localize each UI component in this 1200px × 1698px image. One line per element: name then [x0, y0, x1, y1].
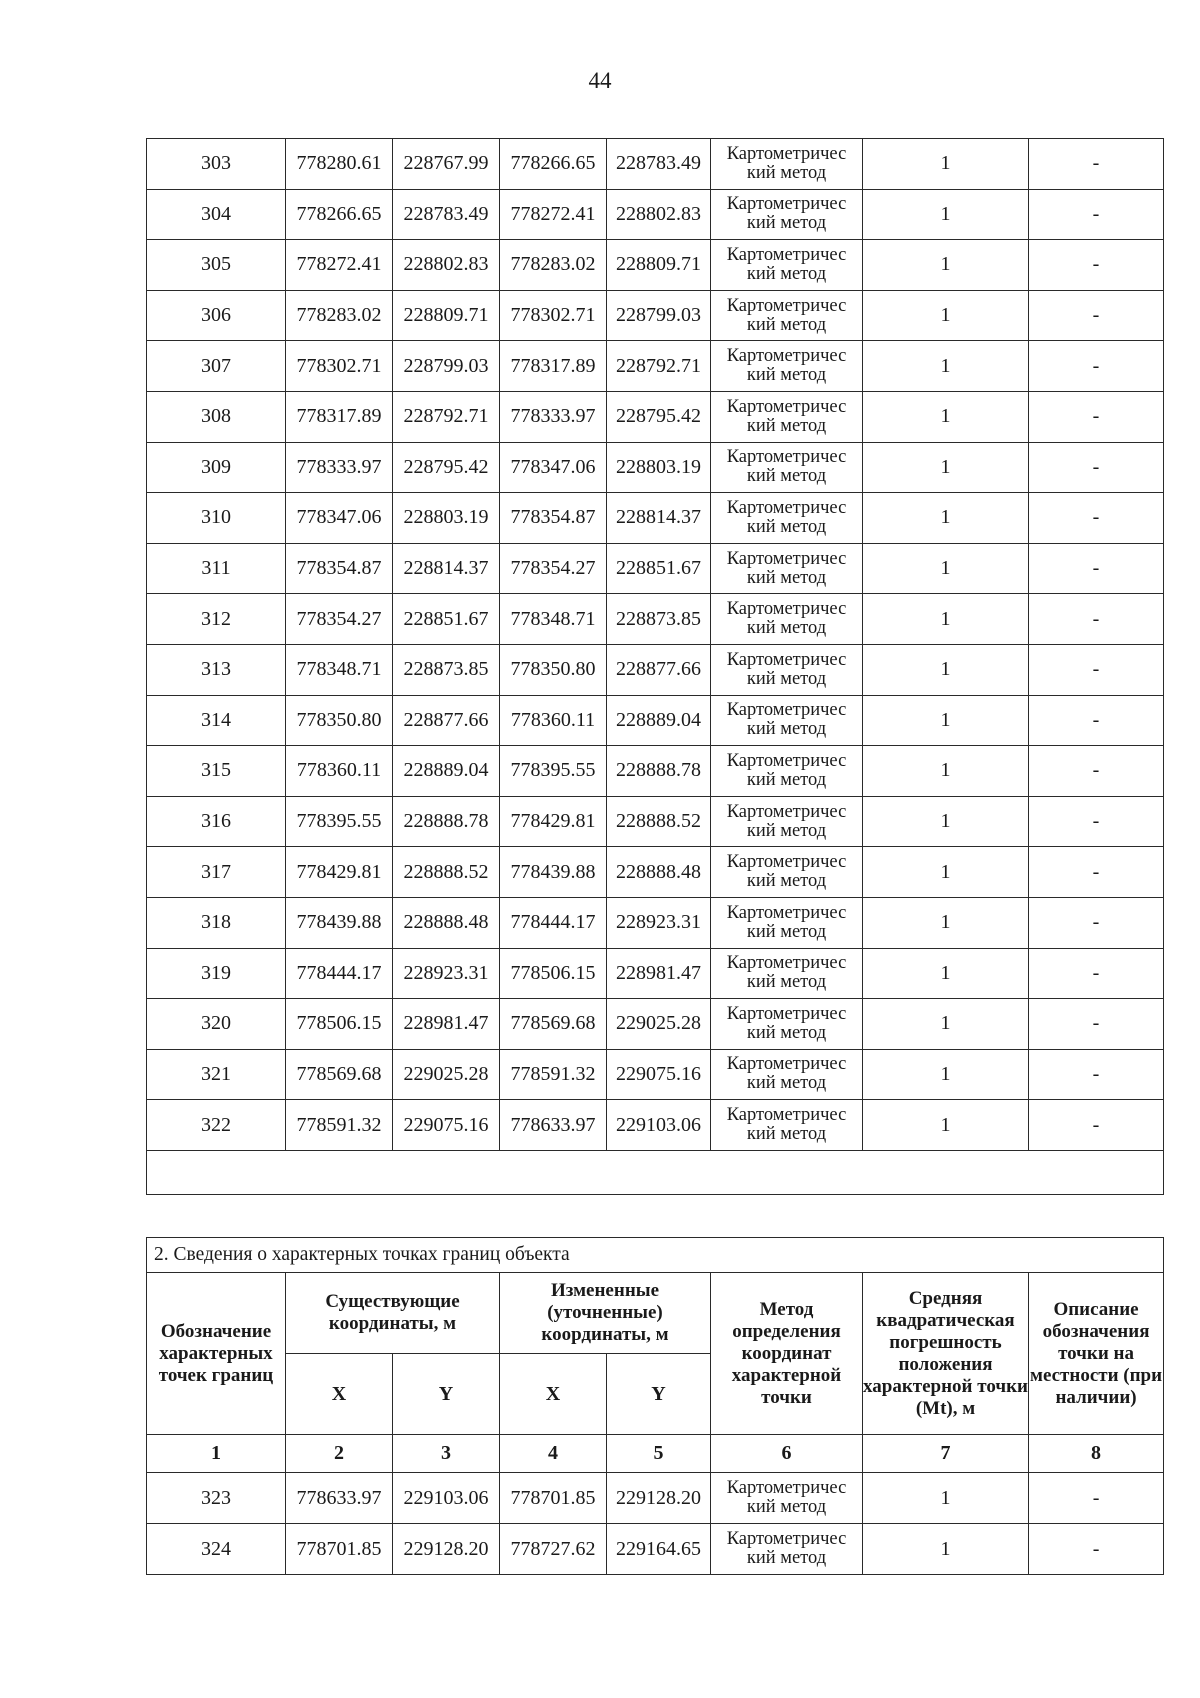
method-cell: Картометричес кий метод — [711, 1473, 863, 1524]
point-number-cell: 321 — [147, 1049, 286, 1100]
description-cell: - — [1029, 1100, 1164, 1151]
existing-x-cell: 778395.55 — [286, 796, 393, 847]
method-cell: Картометричес кий метод — [711, 493, 863, 544]
existing-y-cell: 228889.04 — [393, 746, 500, 797]
description-cell: - — [1029, 847, 1164, 898]
changed-y-cell: 228814.37 — [607, 493, 711, 544]
accuracy-cell: 1 — [863, 847, 1029, 898]
table-row — [147, 695, 1164, 746]
table-row — [147, 1049, 1164, 1100]
description-cell: - — [1029, 391, 1164, 442]
table-row — [147, 139, 1164, 190]
header-existing-x: X — [286, 1354, 393, 1435]
existing-y-cell: 228888.48 — [393, 897, 500, 948]
point-number-cell: 303 — [147, 139, 286, 190]
accuracy-cell: 1 — [863, 290, 1029, 341]
changed-x-cell: 778354.87 — [500, 493, 607, 544]
existing-x-cell: 778354.87 — [286, 543, 393, 594]
changed-x-cell: 778633.97 — [500, 1100, 607, 1151]
changed-x-cell: 778350.80 — [500, 644, 607, 695]
changed-x-cell: 778439.88 — [500, 847, 607, 898]
existing-y-cell: 228877.66 — [393, 695, 500, 746]
changed-y-cell: 228888.52 — [607, 796, 711, 847]
existing-y-cell: 228814.37 — [393, 543, 500, 594]
point-number-cell: 310 — [147, 493, 286, 544]
method-cell: Картометричес кий метод — [711, 391, 863, 442]
changed-x-cell: 778348.71 — [500, 594, 607, 645]
changed-y-cell: 229075.16 — [607, 1049, 711, 1100]
changed-x-cell: 778347.06 — [500, 442, 607, 493]
method-cell: Картометричес кий метод — [711, 897, 863, 948]
changed-x-cell: 778317.89 — [500, 341, 607, 392]
existing-y-cell: 229025.28 — [393, 1049, 500, 1100]
description-cell: - — [1029, 796, 1164, 847]
existing-x-cell: 778348.71 — [286, 644, 393, 695]
changed-y-cell: 228888.78 — [607, 746, 711, 797]
existing-x-cell: 778266.65 — [286, 189, 393, 240]
changed-y-cell: 228809.71 — [607, 240, 711, 291]
table-row — [147, 1473, 1164, 1524]
existing-x-cell: 778280.61 — [286, 139, 393, 190]
table1-empty-row — [147, 1150, 1164, 1194]
changed-y-cell: 228877.66 — [607, 644, 711, 695]
method-cell: Картометричес кий метод — [711, 746, 863, 797]
description-cell: - — [1029, 442, 1164, 493]
header-method: Метод определения координат характерной точки — [711, 1273, 863, 1435]
description-cell: - — [1029, 189, 1164, 240]
table-row — [147, 442, 1164, 493]
changed-x-cell: 778354.27 — [500, 543, 607, 594]
accuracy-cell: 1 — [863, 746, 1029, 797]
changed-y-cell: 228888.48 — [607, 847, 711, 898]
existing-y-cell: 228767.99 — [393, 139, 500, 190]
changed-y-cell: 228981.47 — [607, 948, 711, 999]
description-cell: - — [1029, 999, 1164, 1050]
table-row — [147, 189, 1164, 240]
header-existing-y: Y — [393, 1354, 500, 1435]
table-row — [147, 594, 1164, 645]
accuracy-cell: 1 — [863, 1049, 1029, 1100]
method-cell: Картометричес кий метод — [711, 1100, 863, 1151]
changed-y-cell: 229164.65 — [607, 1524, 711, 1575]
changed-x-cell: 778506.15 — [500, 948, 607, 999]
accuracy-cell: 1 — [863, 240, 1029, 291]
accuracy-cell: 1 — [863, 189, 1029, 240]
existing-y-cell: 229075.16 — [393, 1100, 500, 1151]
point-number-cell: 311 — [147, 543, 286, 594]
table-row — [147, 897, 1164, 948]
point-number-cell: 324 — [147, 1524, 286, 1575]
column-number: 5 — [607, 1435, 711, 1473]
changed-y-cell: 228803.19 — [607, 442, 711, 493]
accuracy-cell: 1 — [863, 1524, 1029, 1575]
existing-y-cell: 229128.20 — [393, 1524, 500, 1575]
changed-y-cell: 228923.31 — [607, 897, 711, 948]
boundary-points-table — [146, 1237, 1164, 1575]
existing-y-cell: 228923.31 — [393, 948, 500, 999]
accuracy-cell: 1 — [863, 695, 1029, 746]
section-title-row — [147, 1238, 1164, 1273]
empty-cell — [147, 1150, 1164, 1194]
method-cell: Картометричес кий метод — [711, 240, 863, 291]
changed-y-cell: 228889.04 — [607, 695, 711, 746]
header-accuracy: Средняя квадратическая погрешность положения характерной точки (Mt), м — [863, 1273, 1029, 1435]
accuracy-cell: 1 — [863, 594, 1029, 645]
table-row — [147, 644, 1164, 695]
description-cell: - — [1029, 493, 1164, 544]
existing-x-cell: 778701.85 — [286, 1524, 393, 1575]
existing-x-cell: 778302.71 — [286, 341, 393, 392]
description-cell: - — [1029, 948, 1164, 999]
method-cell: Картометричес кий метод — [711, 847, 863, 898]
accuracy-cell: 1 — [863, 796, 1029, 847]
changed-x-cell: 778360.11 — [500, 695, 607, 746]
changed-x-cell: 778266.65 — [500, 139, 607, 190]
accuracy-cell: 1 — [863, 948, 1029, 999]
changed-y-cell: 228799.03 — [607, 290, 711, 341]
table-row — [147, 999, 1164, 1050]
point-number-cell: 312 — [147, 594, 286, 645]
table-row — [147, 1100, 1164, 1151]
existing-y-cell: 228795.42 — [393, 442, 500, 493]
description-cell: - — [1029, 897, 1164, 948]
description-cell: - — [1029, 1049, 1164, 1100]
changed-x-cell: 778701.85 — [500, 1473, 607, 1524]
header-changed-x: X — [500, 1354, 607, 1435]
changed-y-cell: 229025.28 — [607, 999, 711, 1050]
column-number: 4 — [500, 1435, 607, 1473]
existing-x-cell: 778569.68 — [286, 1049, 393, 1100]
accuracy-cell: 1 — [863, 139, 1029, 190]
method-cell: Картометричес кий метод — [711, 543, 863, 594]
accuracy-cell: 1 — [863, 442, 1029, 493]
description-cell: - — [1029, 695, 1164, 746]
existing-x-cell: 778444.17 — [286, 948, 393, 999]
point-number-cell: 315 — [147, 746, 286, 797]
point-number-cell: 307 — [147, 341, 286, 392]
existing-y-cell: 228803.19 — [393, 493, 500, 544]
accuracy-cell: 1 — [863, 493, 1029, 544]
existing-x-cell: 778429.81 — [286, 847, 393, 898]
existing-x-cell: 778360.11 — [286, 746, 393, 797]
column-number: 3 — [393, 1435, 500, 1473]
description-cell: - — [1029, 1473, 1164, 1524]
description-cell: - — [1029, 290, 1164, 341]
description-cell: - — [1029, 139, 1164, 190]
column-number-row — [147, 1435, 1164, 1473]
page-number: 44 — [588, 68, 612, 93]
point-number-cell: 314 — [147, 695, 286, 746]
point-number-cell: 317 — [147, 847, 286, 898]
method-cell: Картометричес кий метод — [711, 796, 863, 847]
table-row — [147, 796, 1164, 847]
existing-x-cell: 778347.06 — [286, 493, 393, 544]
table-row — [147, 1524, 1164, 1575]
header-changed-y: Y — [607, 1354, 711, 1435]
accuracy-cell: 1 — [863, 897, 1029, 948]
method-cell: Картометричес кий метод — [711, 1524, 863, 1575]
coordinates-table-continued — [146, 138, 1164, 1195]
existing-y-cell: 228792.71 — [393, 391, 500, 442]
changed-y-cell: 228851.67 — [607, 543, 711, 594]
column-number: 2 — [286, 1435, 393, 1473]
changed-x-cell: 778569.68 — [500, 999, 607, 1050]
existing-y-cell: 228981.47 — [393, 999, 500, 1050]
method-cell: Картометричес кий метод — [711, 290, 863, 341]
table-row — [147, 240, 1164, 291]
section-title: 2. Сведения о характерных точках границ объекта — [147, 1238, 1164, 1273]
method-cell: Картометричес кий метод — [711, 948, 863, 999]
description-cell: - — [1029, 1524, 1164, 1575]
column-number: 8 — [1029, 1435, 1164, 1473]
existing-y-cell: 228888.78 — [393, 796, 500, 847]
changed-x-cell: 778444.17 — [500, 897, 607, 948]
method-cell: Картометричес кий метод — [711, 644, 863, 695]
changed-x-cell: 778333.97 — [500, 391, 607, 442]
method-cell: Картометричес кий метод — [711, 695, 863, 746]
changed-x-cell: 778591.32 — [500, 1049, 607, 1100]
point-number-cell: 309 — [147, 442, 286, 493]
point-number-cell: 304 — [147, 189, 286, 240]
changed-x-cell: 778429.81 — [500, 796, 607, 847]
changed-x-cell: 778395.55 — [500, 746, 607, 797]
header-existing-coordinates: Существующие координаты, м — [286, 1273, 500, 1354]
header-row-1 — [147, 1273, 1164, 1354]
description-cell: - — [1029, 543, 1164, 594]
method-cell: Картометричес кий метод — [711, 139, 863, 190]
existing-y-cell: 228809.71 — [393, 290, 500, 341]
table-row — [147, 341, 1164, 392]
existing-x-cell: 778272.41 — [286, 240, 393, 291]
method-cell: Картометричес кий метод — [711, 341, 863, 392]
existing-y-cell: 228783.49 — [393, 189, 500, 240]
point-number-cell: 320 — [147, 999, 286, 1050]
accuracy-cell: 1 — [863, 341, 1029, 392]
header-designation: Обозначение характерных точек границ — [147, 1273, 286, 1435]
table-row — [147, 746, 1164, 797]
changed-y-cell: 229128.20 — [607, 1473, 711, 1524]
point-number-cell: 318 — [147, 897, 286, 948]
method-cell: Картометричес кий метод — [711, 999, 863, 1050]
accuracy-cell: 1 — [863, 1100, 1029, 1151]
description-cell: - — [1029, 240, 1164, 291]
point-number-cell: 306 — [147, 290, 286, 341]
point-number-cell: 313 — [147, 644, 286, 695]
changed-x-cell: 778727.62 — [500, 1524, 607, 1575]
point-number-cell: 323 — [147, 1473, 286, 1524]
table-row — [147, 948, 1164, 999]
header-changed-coordinates: Измененные (уточненные) координаты, м — [500, 1273, 711, 1354]
description-cell: - — [1029, 746, 1164, 797]
existing-x-cell: 778283.02 — [286, 290, 393, 341]
table-row — [147, 543, 1164, 594]
changed-x-cell: 778302.71 — [500, 290, 607, 341]
description-cell: - — [1029, 594, 1164, 645]
point-number-cell: 316 — [147, 796, 286, 847]
existing-y-cell: 228888.52 — [393, 847, 500, 898]
table2-body — [147, 1473, 1164, 1575]
table1-body — [147, 139, 1164, 1151]
point-number-cell: 308 — [147, 391, 286, 442]
existing-y-cell: 228802.83 — [393, 240, 500, 291]
changed-y-cell: 228795.42 — [607, 391, 711, 442]
existing-x-cell: 778354.27 — [286, 594, 393, 645]
point-number-cell: 305 — [147, 240, 286, 291]
description-cell: - — [1029, 644, 1164, 695]
table-row — [147, 493, 1164, 544]
column-number: 1 — [147, 1435, 286, 1473]
existing-x-cell: 778333.97 — [286, 442, 393, 493]
point-number-cell: 319 — [147, 948, 286, 999]
accuracy-cell: 1 — [863, 1473, 1029, 1524]
existing-x-cell: 778439.88 — [286, 897, 393, 948]
existing-y-cell: 228851.67 — [393, 594, 500, 645]
changed-x-cell: 778283.02 — [500, 240, 607, 291]
column-number: 6 — [711, 1435, 863, 1473]
existing-x-cell: 778350.80 — [286, 695, 393, 746]
accuracy-cell: 1 — [863, 999, 1029, 1050]
table-row — [147, 391, 1164, 442]
method-cell: Картометричес кий метод — [711, 1049, 863, 1100]
changed-y-cell: 228873.85 — [607, 594, 711, 645]
existing-y-cell: 228799.03 — [393, 341, 500, 392]
changed-y-cell: 228783.49 — [607, 139, 711, 190]
existing-y-cell: 228873.85 — [393, 644, 500, 695]
method-cell: Картометричес кий метод — [711, 442, 863, 493]
method-cell: Картометричес кий метод — [711, 189, 863, 240]
column-number: 7 — [863, 1435, 1029, 1473]
changed-y-cell: 228792.71 — [607, 341, 711, 392]
existing-x-cell: 778633.97 — [286, 1473, 393, 1524]
existing-x-cell: 778317.89 — [286, 391, 393, 442]
existing-y-cell: 229103.06 — [393, 1473, 500, 1524]
existing-x-cell: 778591.32 — [286, 1100, 393, 1151]
existing-x-cell: 778506.15 — [286, 999, 393, 1050]
accuracy-cell: 1 — [863, 391, 1029, 442]
table-row — [147, 847, 1164, 898]
accuracy-cell: 1 — [863, 543, 1029, 594]
changed-y-cell: 228802.83 — [607, 189, 711, 240]
description-cell: - — [1029, 341, 1164, 392]
header-description: Описание обозначения точки на местности (при наличии) — [1029, 1273, 1164, 1435]
point-number-cell: 322 — [147, 1100, 286, 1151]
table-row — [147, 290, 1164, 341]
accuracy-cell: 1 — [863, 644, 1029, 695]
changed-y-cell: 229103.06 — [607, 1100, 711, 1151]
changed-x-cell: 778272.41 — [500, 189, 607, 240]
method-cell: Картометричес кий метод — [711, 594, 863, 645]
